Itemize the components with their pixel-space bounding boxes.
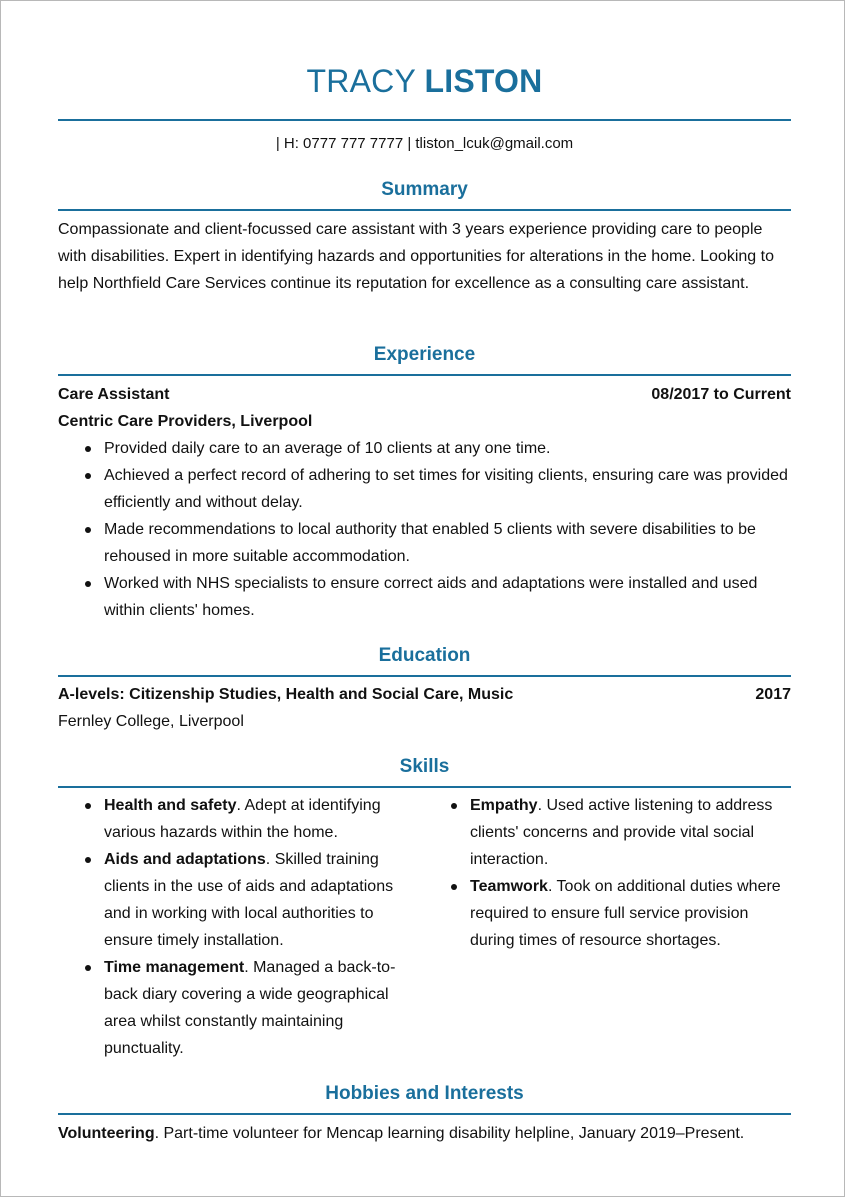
list-item: Aids and adaptations. Skilled training clients in the use of aids and adaptations and in working with local authorities to ensure timely installation. (58, 846, 410, 954)
job-header (58, 381, 791, 408)
bullet-icon (85, 527, 91, 533)
bullet-icon (85, 446, 91, 452)
skills-right-column (424, 792, 791, 954)
skills-heading: Skills (399, 756, 450, 777)
list-item: Teamwork. Took on additional duties where required to ensure full service provision during times of resource shortages. (424, 873, 791, 954)
experience-divider (58, 374, 791, 376)
list-item: Time management. Managed a back-to-back diary covering a wide geographical area whilst constantly maintaining punctuality. (58, 954, 410, 1062)
list-item: Achieved a perfect record of adhering to set times for visiting clients, ensuring care was provided efficiently and without delay. (58, 462, 791, 516)
school-row (58, 708, 791, 735)
list-item: Made recommendations to local authority that enabled 5 clients with severe disabilities to be rehoused in more suitable accommodation. (58, 516, 791, 570)
first-name: TRACY (306, 63, 416, 99)
list-item: Empathy. Used active listening to address clients' concerns and provide vital social interaction. (424, 792, 791, 873)
list-item: Health and safety. Adept at identifying various hazards within the home. (58, 792, 410, 846)
header-divider (58, 119, 791, 121)
summary-text: Compassionate and client-focussed care assistant with 3 years experience providing care to people with disabilities. Expert in identifying hazards and opportunities for alterations in the home. Looking to help Northfield Care Services continue its reputation for excellence as a consulting care assistant. (58, 221, 774, 292)
bullet-icon (85, 965, 91, 971)
experience-heading: Experience (373, 344, 476, 365)
skills-divider (58, 786, 791, 788)
experience-bullets (58, 435, 791, 624)
hobby-desc: . Part-time volunteer for Mencap learning disability helpline, January 2019–Present. (154, 1125, 745, 1142)
summary-divider (58, 209, 791, 211)
qualification: A-levels: Citizenship Studies, Health and Social Care, Music (58, 686, 514, 703)
hobbies-divider (58, 1113, 791, 1115)
hobbies-heading: Hobbies and Interests (325, 1083, 524, 1104)
list-item: Provided daily care to an average of 10 clients at any one time. (58, 435, 791, 462)
education-header (58, 681, 791, 708)
bullet-icon (85, 473, 91, 479)
job-title: Care Assistant (58, 386, 170, 403)
education-heading: Education (378, 645, 471, 666)
employer-row (58, 408, 791, 435)
bullet-icon (451, 803, 457, 809)
education-year: 2017 (755, 686, 791, 703)
school: Fernley College, Liverpool (58, 713, 244, 730)
bullet-icon (85, 581, 91, 587)
hobby-name: Volunteering (58, 1125, 155, 1142)
contact-line: | H: 0777 777 7777 | tliston_lcuk@gmail.com (275, 135, 574, 152)
job-dates: 08/2017 to Current (651, 386, 791, 403)
last-name: LISTON (424, 63, 543, 99)
bullet-icon (451, 884, 457, 890)
education-divider (58, 675, 791, 677)
employer: Centric Care Providers, Liverpool (58, 413, 313, 430)
list-item: Worked with NHS specialists to ensure correct aids and adaptations were installed and used within clients' homes. (58, 570, 791, 624)
bullet-icon (85, 857, 91, 863)
bullet-icon (85, 803, 91, 809)
candidate-name (58, 63, 791, 100)
summary-heading: Summary (381, 179, 468, 200)
skills-left-column (58, 792, 410, 1062)
hobbies-text (58, 1120, 791, 1147)
